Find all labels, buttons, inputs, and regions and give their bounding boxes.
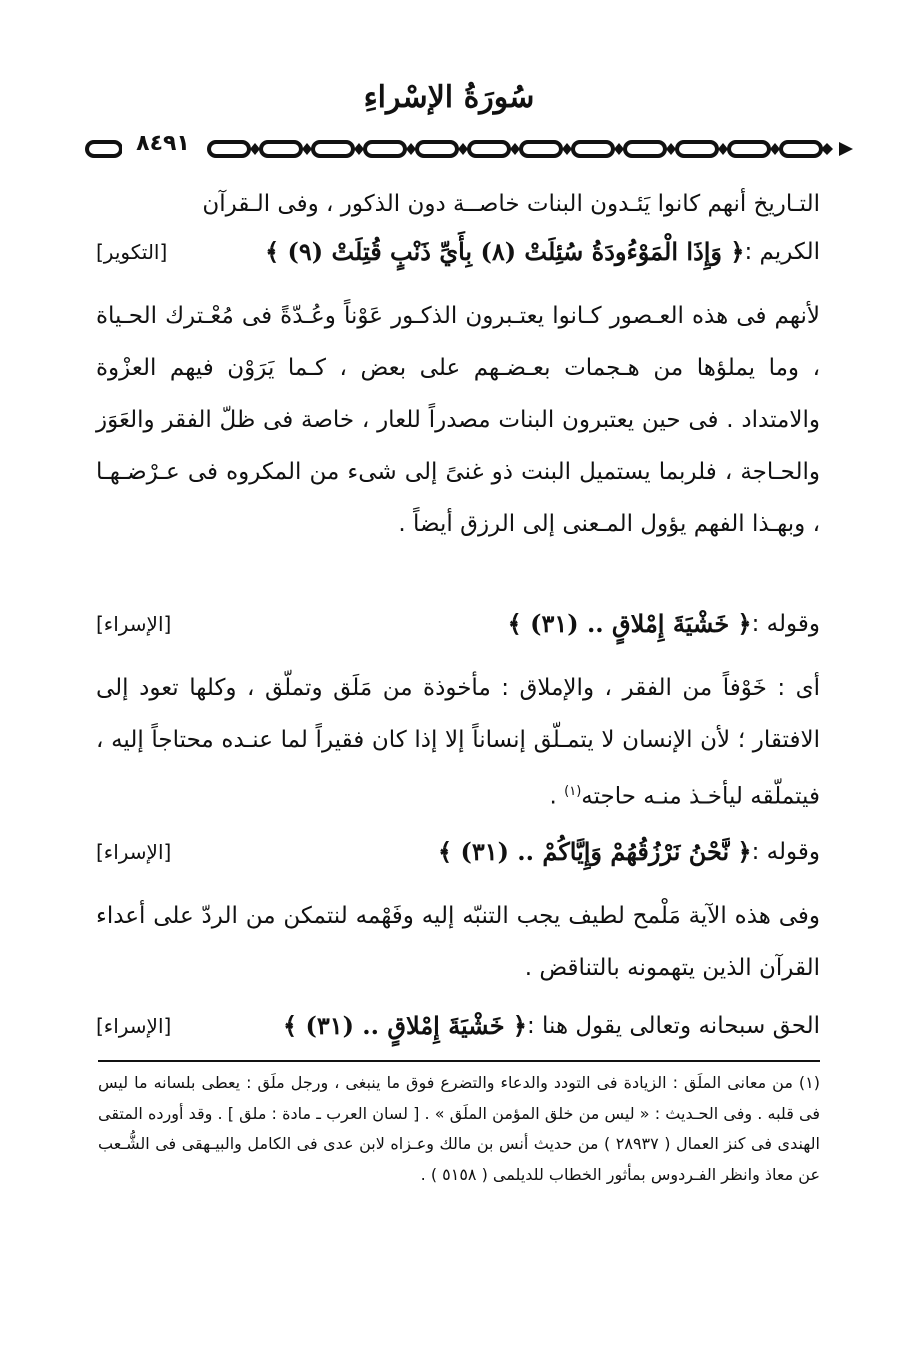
verse-line-2 (96, 598, 820, 650)
quran-verse: ﴿ خَشْيَةَ إِمْلاقٍ .. (٣١) ﴾ (283, 1011, 527, 1040)
verse-line-3 (96, 826, 820, 878)
paragraph-text: أى : خَوْفاً من الفقر ، والإملاق : مأخوذة من مَلَق وتملّق ، وكلها تعود إلى الافتقار ؛ لأن الإنسان لا يتمـلّق إنساناً إلا إذا كان فقيراً لما عنـده محتاجاً إليه ، فيتملّقه ليأخـذ منـه حاجته$^{(١)}$ . (96, 675, 820, 810)
paragraph-text: التـاريخ أنهم كانوا يَئـدون البنات خاصــة دون الذكور ، وفى الـقرآن (202, 191, 820, 217)
quran-verse: ﴿ نَّحْنُ نَرْزُقُهُمْ وَإِيَّاكُمْ .. (٣١) ﴾ (438, 837, 752, 866)
page-number: ٨٤٩١ (122, 131, 204, 156)
verse-lead: الحق سبحانه وتعالى يقول هنا : (526, 1013, 820, 1039)
quran-verse: ﴿ خَشْيَةَ إِمْلاقٍ .. (٣١) ﴾ (507, 609, 752, 638)
verse-lead: وقوله : (751, 611, 820, 637)
surah-reference: [الإسراء] (96, 612, 172, 636)
paragraph-1 (96, 178, 820, 230)
paragraph-text: وفى هذه الآية مَلْمح لطيف يجب التنبّه إليه وفَهْمه لنتمكن من الردّ على أعداء القرآن الذين يتهمونه بالتناقض . (96, 903, 820, 981)
surah-reference: [الإسراء] (96, 1014, 172, 1038)
paragraph-text: لأنهم فى هذه العـصور كـانوا يعتـبرون الذكـور عَوْناً وعُـدّةً فى مُعْـترك الحـياة ، وما يملؤها من هـجمات بعـضـهم على بعض ، كـما يَرَوْن فيهم العزْوة والامتداد . فى حين يعتبرون البنات مصدراً للعار ، خاصة فى ظلّ الفقر والعَوَز والحـاجة ، فلربما يستميل البنت ذو غنىً إلى شىء من المكروه فى عـرْضـهـا ، وبهـذا الفهم يؤول المـعنى إلى الرزق أيضاً . (96, 303, 820, 537)
footnote-text: (١) من معانى الملَق : الزيادة فى التودد والدعاء والتضرع فوق ما ينبغى ، ورجل ملَق : يعطى بلسانه ما ليس فى قلبه . وفى الحـديث : « ليس من خلق المؤمن الملَق » . [ لسان العرب ـ مادة : ملق ] . وقد أورده المتقى الهندى فى كنز العمال ( ٢٨٩٣٧ ) من حديث أنس بن مالك وعـزاه لابن عدى فى الكامل والبيـهقى فى الشُّـعب عن معاذ وانظر الفـردوس بمأثور الخطاب للديلمى ( ٥١٥٨ ) . (98, 1073, 820, 1184)
surah-title: سُورَةُ الإسْراءِ (363, 80, 535, 115)
verse-line-4 (96, 1000, 820, 1052)
footnote-marker: (١) (564, 784, 582, 799)
paragraph-4 (96, 890, 820, 994)
quran-verse: ﴿ وَإِذَا الْمَوْءُودَةُ سُئِلَتْ (٨) بِأَيِّ ذَنْبٍ قُتِلَتْ (٩) ﴾ (265, 237, 745, 266)
verse-lead: الكريم : (744, 239, 820, 265)
footnote-separator (98, 1060, 820, 1062)
verse-line-1 (96, 226, 820, 278)
surah-reference: [التكوير] (96, 240, 168, 264)
paragraph-text-span: أى : خَوْفاً من الفقر ، والإملاق : مأخوذة من مَلَق وتملّق ، وكلها تعود إلى الافتقار ؛ لأن الإنسان لا يتمـلّق إنساناً إلا إذا كان فقيراً لما عنـده محتاجاً إليه ، فيتملّقه ليأخـذ منـه حاجته (96, 675, 820, 810)
footnote (98, 1068, 820, 1190)
verse-lead: وقوله : (751, 839, 820, 865)
paragraph-2 (96, 290, 820, 550)
paragraph-3 (96, 662, 820, 823)
surah-reference: [الإسراء] (96, 840, 172, 864)
